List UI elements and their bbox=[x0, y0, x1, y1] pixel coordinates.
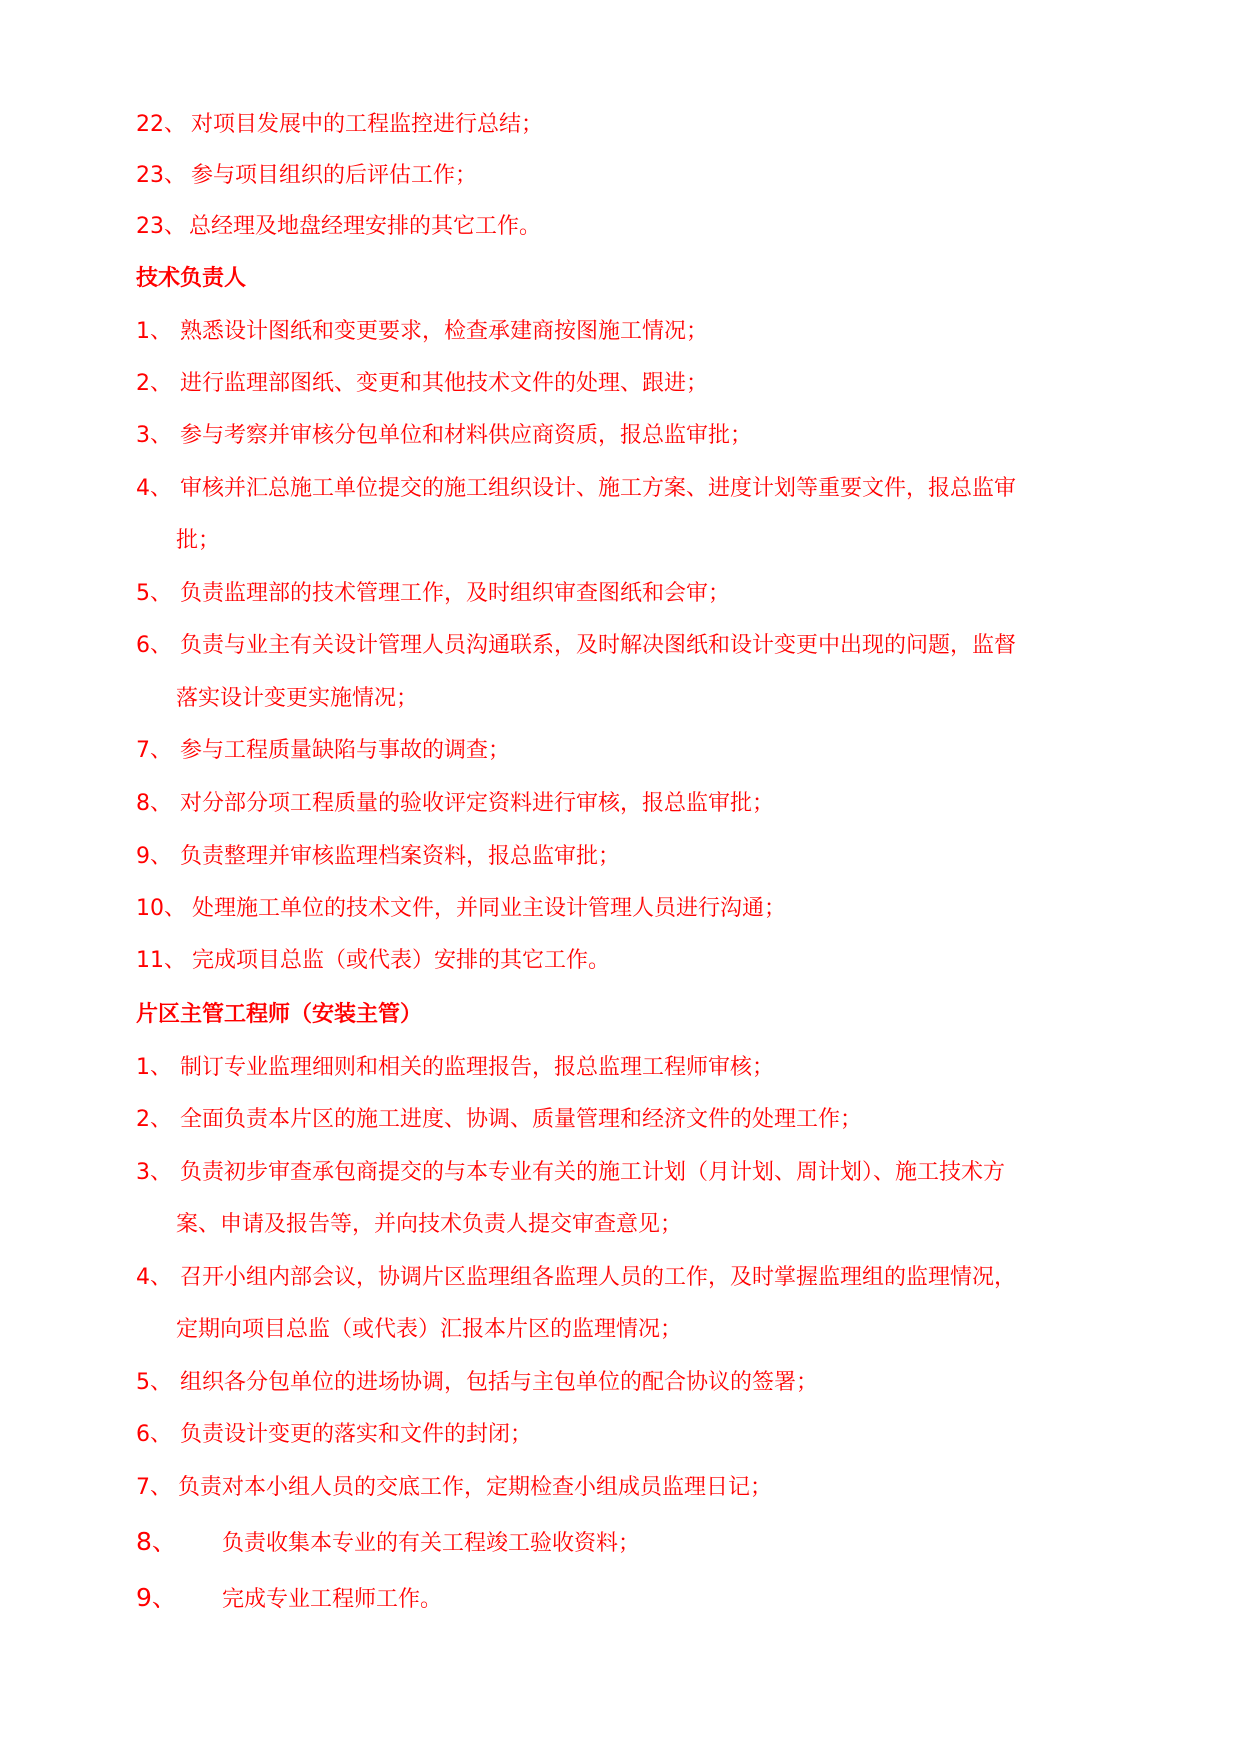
item-number: 6、 bbox=[136, 633, 172, 658]
list-item bbox=[136, 317, 708, 347]
list-item-continuation: 定期向项目总监（或代表）汇报本片区的监理情况； bbox=[176, 1317, 683, 1342]
list-item bbox=[136, 1583, 442, 1615]
item-text: 对分部分项工程质量的验收评定资料进行审核，报总监审批； bbox=[180, 791, 775, 816]
item-number: 4、 bbox=[136, 1265, 172, 1290]
list-item-continuation: 落实设计变更实施情况； bbox=[176, 686, 419, 711]
item-text: 负责与业主有关设计管理人员沟通联系，及时解决图纸和设计变更中出现的问题，监督 bbox=[180, 633, 1017, 658]
item-text: 负责对本小组人员的交底工作，定期检查小组成员监理日记； bbox=[178, 1475, 773, 1500]
item-text: 参与项目组织的后评估工作； bbox=[191, 163, 478, 188]
item-number: 23、 bbox=[136, 214, 186, 239]
list-item-continuation: 批； bbox=[176, 528, 221, 553]
list-item bbox=[136, 161, 477, 191]
item-number: 3、 bbox=[136, 1160, 172, 1185]
list-item bbox=[136, 369, 708, 399]
item-number: 7、 bbox=[136, 1475, 172, 1500]
item-text: 全面负责本片区的施工进度、协调、质量管理和经济文件的处理工作； bbox=[180, 1107, 863, 1132]
item-text: 完成项目总监（或代表）安排的其它工作。 bbox=[192, 948, 611, 973]
item-text: 处理施工单位的技术文件，并同业主设计管理人员进行沟通； bbox=[192, 896, 787, 921]
section-heading-tech-lead: 技术负责人 bbox=[136, 266, 247, 291]
list-item bbox=[136, 946, 610, 976]
item-number: 11、 bbox=[136, 948, 186, 973]
item-number: 1、 bbox=[136, 1055, 172, 1080]
item-text: 完成专业工程师工作。 bbox=[222, 1587, 443, 1612]
list-item bbox=[136, 894, 786, 924]
list-item bbox=[136, 1473, 772, 1503]
list-item bbox=[136, 579, 730, 609]
item-text: 进行监理部图纸、变更和其他技术文件的处理、跟进； bbox=[180, 371, 709, 396]
item-text: 熟悉设计图纸和变更要求，检查承建商按图施工情况； bbox=[180, 319, 709, 344]
item-number: 5、 bbox=[136, 581, 172, 606]
list-item bbox=[136, 474, 1016, 504]
list-item bbox=[136, 1158, 1005, 1188]
item-text: 负责收集本专业的有关工程竣工验收资料； bbox=[222, 1531, 641, 1556]
item-text: 审核并汇总施工单位提交的施工组织设计、施工方案、进度计划等重要文件，报总监审 bbox=[180, 476, 1017, 501]
item-number: 2、 bbox=[136, 371, 172, 396]
list-item bbox=[136, 842, 620, 872]
item-number: 8、 bbox=[136, 1527, 177, 1556]
list-item bbox=[136, 789, 774, 819]
item-text: 参与工程质量缺陷与事故的调查； bbox=[180, 738, 511, 763]
item-number: 7、 bbox=[136, 738, 172, 763]
item-text: 总经理及地盘经理安排的其它工作。 bbox=[189, 214, 542, 239]
item-text: 召开小组内部会议，协调片区监理组各监理人员的工作，及时掌握监理组的监理情况， bbox=[180, 1265, 1017, 1290]
item-text: 负责初步审查承包商提交的与本专业有关的施工计划（月计划、周计划）、施工技术方 bbox=[180, 1160, 1006, 1185]
list-item bbox=[136, 110, 543, 140]
item-text: 负责整理并审核监理档案资料，报总监审批； bbox=[180, 844, 621, 869]
list-item-continuation: 案、申请及报告等，并向技术负责人提交审查意见； bbox=[176, 1212, 683, 1237]
item-text: 负责监理部的技术管理工作，及时组织审查图纸和会审； bbox=[180, 581, 731, 606]
item-number: 4、 bbox=[136, 476, 172, 501]
item-number: 22、 bbox=[136, 112, 186, 137]
item-number: 9、 bbox=[136, 1583, 177, 1612]
list-item bbox=[136, 631, 1016, 661]
item-number: 6、 bbox=[136, 1422, 172, 1447]
item-number: 1、 bbox=[136, 319, 172, 344]
item-text: 制订专业监理细则和相关的监理报告，报总监理工程师审核； bbox=[180, 1055, 775, 1080]
item-number: 5、 bbox=[136, 1370, 172, 1395]
item-number: 8、 bbox=[136, 791, 172, 816]
section-heading-zone-engineer: 片区主管工程师（安装主管） bbox=[136, 1002, 423, 1027]
item-text: 对项目发展中的工程监控进行总结； bbox=[191, 112, 544, 137]
list-item bbox=[136, 421, 752, 451]
item-number: 10、 bbox=[136, 896, 186, 921]
item-number: 3、 bbox=[136, 423, 172, 448]
list-item bbox=[136, 1527, 640, 1559]
list-item bbox=[136, 1105, 862, 1135]
list-item bbox=[136, 736, 510, 766]
item-number: 9、 bbox=[136, 844, 172, 869]
list-item bbox=[136, 1053, 774, 1083]
list-item bbox=[136, 1368, 818, 1398]
list-item bbox=[136, 212, 541, 242]
item-text: 参与考察并审核分包单位和材料供应商资质，报总监审批； bbox=[180, 423, 753, 448]
item-text: 负责设计变更的落实和文件的封闭； bbox=[180, 1422, 533, 1447]
item-text: 组织各分包单位的进场协调，包括与主包单位的配合协议的签署； bbox=[180, 1370, 819, 1395]
item-number: 2、 bbox=[136, 1107, 172, 1132]
list-item bbox=[136, 1263, 1016, 1293]
list-item bbox=[136, 1420, 532, 1450]
item-number: 23、 bbox=[136, 163, 186, 188]
